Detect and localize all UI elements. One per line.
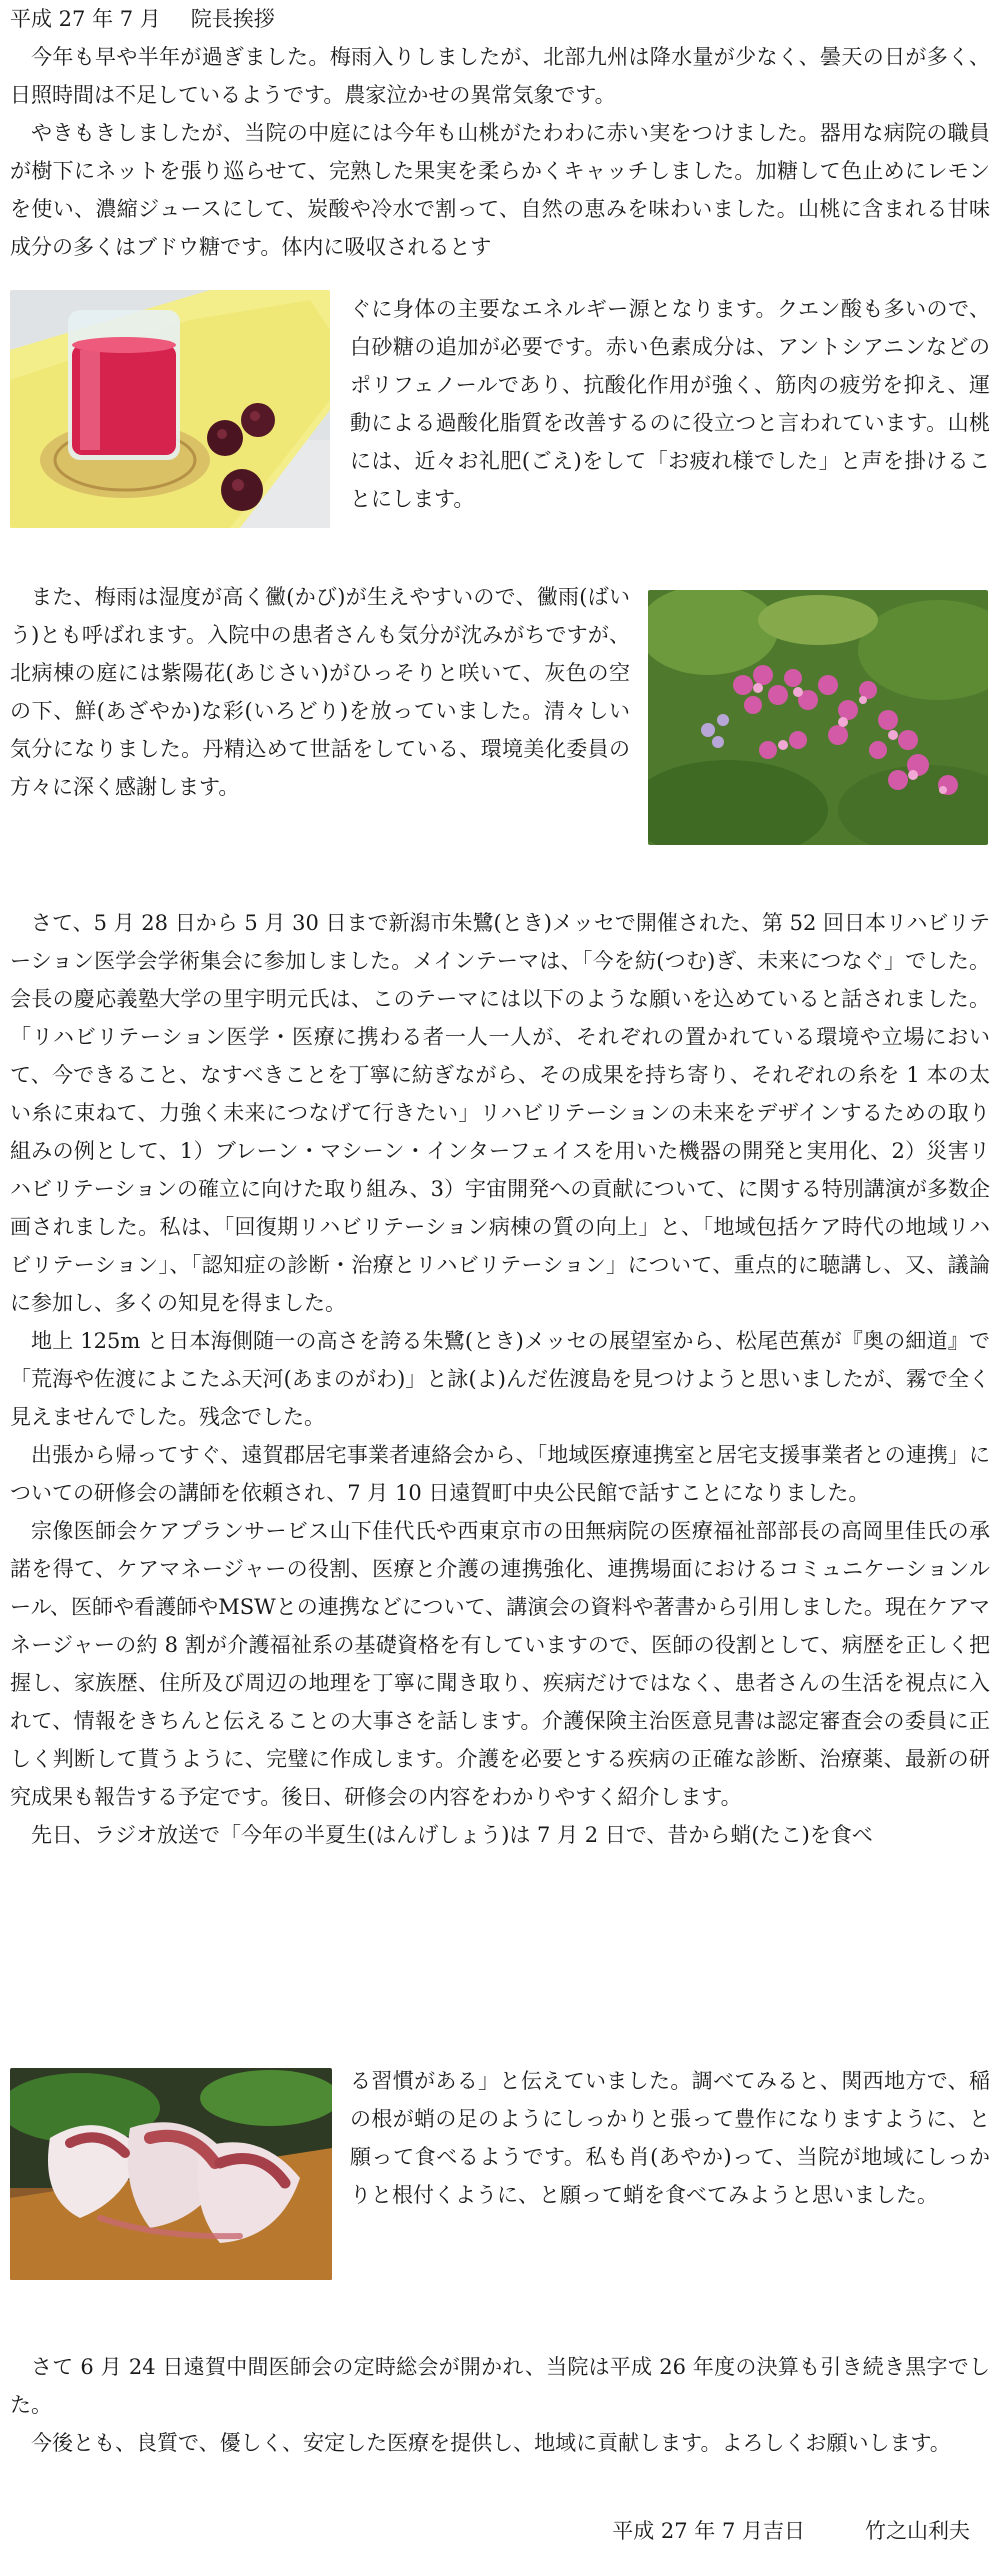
- paragraph-rainy-season: 今年も早や半年が過ぎました。梅雨入りしましたが、北部九州は降水量が少なく、曇天の日が多く、日照時間は不足しているようです。農家泣かせの異常気象です。: [10, 45, 990, 107]
- hydrangea-text-wrap: [10, 578, 630, 806]
- paragraph-toki-messe: 地上 125m と日本海側随一の高さを誇る朱鷺(とき)メッセの展望室から、松尾芭蕉が『奥の細道』で「荒海や佐渡によこたふ天河(あまのがわ)」と詠(よ)んだ佐渡島を見つけようと思いましたが、霧で全く見えませんでした。残念でした。: [10, 1329, 990, 1429]
- heading-date: 平成 27 年 7 月: [10, 7, 161, 31]
- paragraph-yamamomo-continued: ぐに身体の主要なエネルギー源となります。クエン酸も多いので、白砂糖の追加が必要です。赤い色素成分は、アントシアニンなどのポリフェノールであり、抗酸化作用が強く、筋肉の疲労を抑え、運動による過酸化脂質を改善するのに役立つと言われています。山桃には、近々お礼肥(ごえ)をして「お疲れ様でした」と声を掛けることにします。: [350, 297, 990, 511]
- paragraph-conference: さて、5 月 28 日から 5 月 30 日まで新潟市朱鷺(とき)メッセで開催された、第 52 回日本リハビリテーション医学会学術集会に参加しました。メインテーマは、「今を紡(つむ)ぎ、未来につなぐ」でした。会長の慶応義塾大学の里宇明元氏は、このテーマには以下のような願いを込めていると話されました。「リハビリテーション医学・医療に携わる者一人一人が、それぞれの置かれている環境や立場において、今できること、なすべきことを丁寧に紡ぎながら、その成果を持ち寄り、それぞれの糸を 1 本の太い糸に束ねて、力強く未来につなげて行きたい」リハビリテーションの未来をデザインするための取り組みの例として、1）ブレーン・マシーン・インターフェイスを用いた機器の開発と実用化、2）災害リハビリテーションの確立に向けた取り組み、3）宇宙開発への貢献について、に関する特別講演が多数企画されました。私は、「回復期リハビリテーション病棟の質の向上」と、「地域包括ケア時代の地域リハビリテーション」、「認知症の診断・治療とリハビリテーション」について、重点的に聴講し、又、議論に参加し、多くの知見を得ました。: [10, 911, 990, 1315]
- page-heading: [10, 0, 275, 38]
- hydrangea-photo: [648, 590, 988, 845]
- heading-title: 院長挨拶: [190, 7, 275, 31]
- conference-block: [10, 904, 990, 1854]
- signature-name: 竹之山利夫: [865, 2519, 970, 2543]
- signature: [612, 2512, 970, 2550]
- paragraph-lecture-request: 出張から帰ってすぐ、遠賀郡居宅事業者連絡会から、「地域医療連携室と居宅支援事業者との連携」についての研修会の講師を依頼され、7 月 10 日遠賀町中央公民館で話すことになりました。: [10, 1443, 990, 1505]
- paragraph-hangesho-intro: 先日、ラジオ放送で「今年の半夏生(はんげしょう)は 7 月 2 日で、昔から蛸(たこ)を食べ: [31, 1823, 873, 1847]
- yamamomo-text-wrap: [350, 290, 990, 518]
- hangesho-text-wrap: [350, 2062, 990, 2214]
- paragraph-care-manager: 宗像医師会ケアプランサービス山下佳代氏や西東京市の田無病院の医療福祉部部長の高岡里佳氏の承諾を得て、ケアマネージャーの役割、医療と介護の連携強化、連携場面におけるコミュニケーションルール、医師や看護師やMSWとの連携などについて、講演会の資料や著書から引用しました。現在ケアマネージャーの約 8 割が介護福祉系の基礎資格を有していますので、医師の役割として、病歴を正しく把握し、家族歴、住所及び周辺の地理を丁寧に聞き取り、疾病だけではなく、患者さんの生活を視点に入れて、情報をきちんと伝えることの大事さを話します。介護保険主治医意見書は認定審査会の委員に正しく判断して貰うように、完璧に作成します。介護を必要とする疾病の正確な診断、治療薬、最新の研究成果も報告する予定です。後日、研修会の内容をわかりやすく紹介します。: [10, 1519, 990, 1809]
- paragraph-hydrangea: また、梅雨は湿度が高く黴(かび)が生えやすいので、黴雨(ばいう)とも呼ばれます。入院中の患者さんも気分が沈みがちですが、北病棟の庭には紫陽花(あじさい)がひっそりと咲いて、灰色の空の下、鮮(あざやか)な彩(いろどり)を放っていました。清々しい気分になりました。丹精込めて世話をしている、環境美化委員の方々に深く感謝します。: [10, 585, 630, 799]
- intro-block: [10, 38, 990, 266]
- paragraph-hangesho-continued: る習慣がある」と伝えていました。調べてみると、関西地方で、稲の根が蛸の足のようにしっかりと張って豊作になりますように、と願って食べるようです。私も肖(あやか)って、当院が地域にしっかりと根付くように、と願って蛸を食べてみようと思いました。: [350, 2069, 990, 2207]
- yamamomo-juice-photo: [10, 290, 330, 528]
- paragraph-general-meeting: さて 6 月 24 日遠賀中間医師会の定時総会が開かれ、当院は平成 26 年度の決算も引き続き黒字でした。: [10, 2355, 990, 2417]
- signature-date: 平成 27 年 7 月吉日: [612, 2519, 805, 2543]
- octopus-sashimi-photo: [10, 2068, 332, 2280]
- paragraph-closing: 今後とも、良質で、優しく、安定した医療を提供し、地域に貢献します。よろしくお願いします。: [31, 2431, 951, 2455]
- paragraph-yamamomo-intro: やきもきしましたが、当院の中庭には今年も山桃がたわわに赤い実をつけました。器用な病院の職員が樹下にネットを張り巡らせて、完熟した果実を柔らかくキャッチしました。加糖して色止めにレモンを使い、濃縮ジュースにして、炭酸や冷水で割って、自然の恵みを味わいました。山桃に含まれる甘味成分の多くはブドウ糖です。体内に吸収されるとす: [10, 121, 990, 259]
- closing-block: [10, 2348, 990, 2462]
